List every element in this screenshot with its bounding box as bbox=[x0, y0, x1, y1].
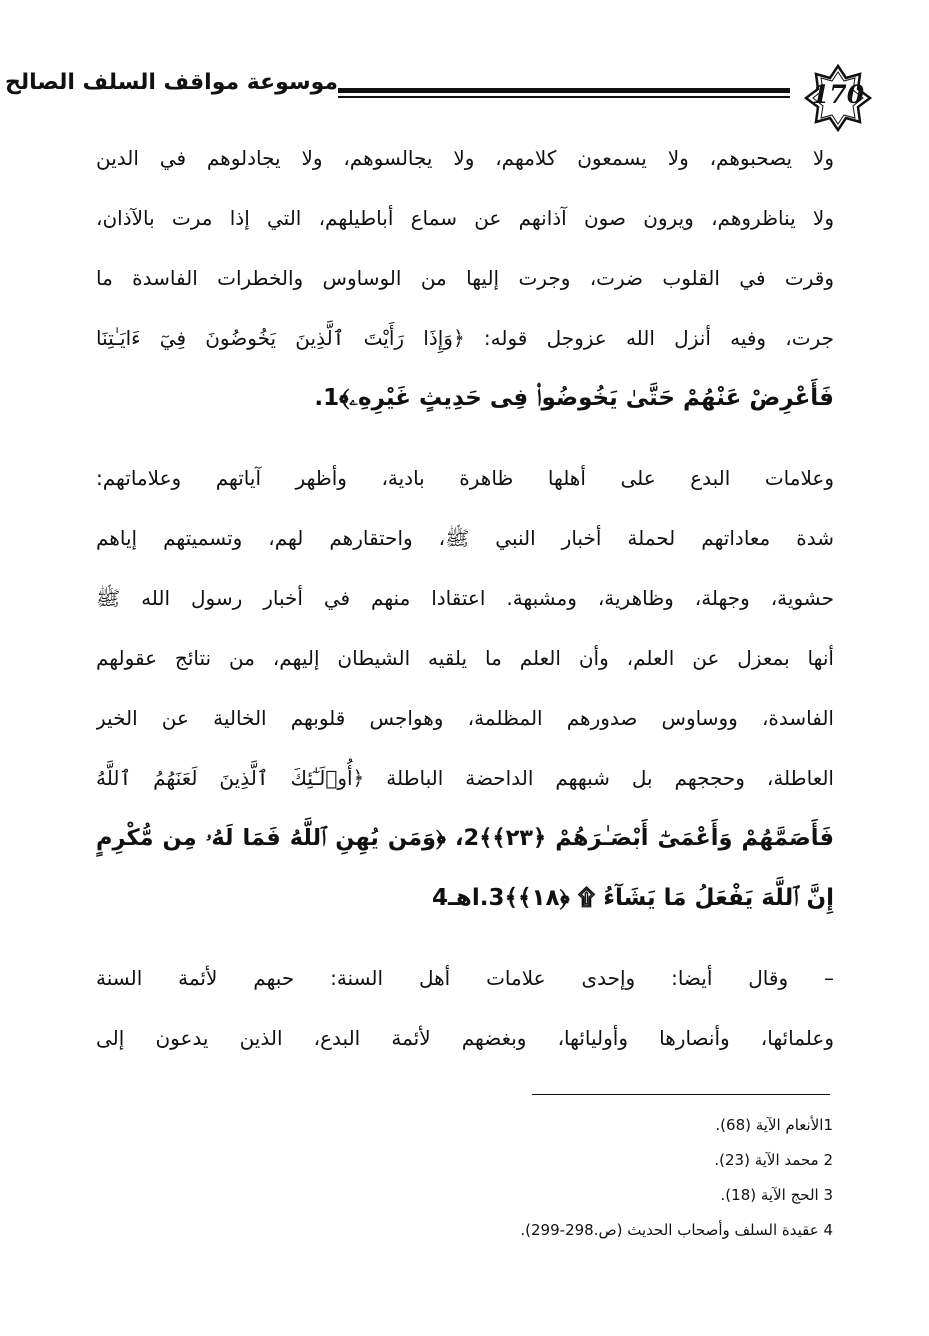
footnote-separator bbox=[532, 1094, 830, 1095]
text-line: شدة معاداتهم لحملة أخبار النبي ﷺ، واحتقارهم لهم، وتسميتهم إياهم bbox=[96, 526, 834, 550]
text-line: وعلامات البدع على أهلها ظاهرة بادية، وأظهر آياتهم وعلاماتهم: bbox=[96, 466, 834, 490]
text-line: العاطلة، وحججهم بل شبههم الداحضة الباطلة ﴿أُو۟لَـٰٓئِكَ ٱلَّذِينَ لَعَنَهُمُ ٱللَّهُ bbox=[96, 766, 834, 790]
footnote: 3 الحج الآية (18). bbox=[720, 1186, 833, 1204]
footnote: 4 عقيدة السلف وأصحاب الحديث (ص.298-299). bbox=[520, 1221, 833, 1239]
text-line: حشوية، وجهلة، وظاهرية، ومشبهة. اعتقادا منهم في أخبار رسول الله ﷺ bbox=[96, 586, 834, 610]
footnote: 2 محمد الآية (23). bbox=[714, 1151, 833, 1169]
text-line: أنها بمعزل عن العلم، وأن العلم ما يلقيه الشيطان إليهم، من نتائج عقولهم bbox=[96, 646, 834, 670]
page-number: 170 bbox=[811, 80, 865, 109]
footnotes bbox=[233, 1108, 833, 1248]
text-line: وعلمائها، وأنصارها وأوليائها، وبغضهم لأئمة البدع، الذين يدعون إلى bbox=[96, 1026, 834, 1050]
text-line: – وقال أيضا: وإحدى علامات أهل السنة: حبهم لأئمة السنة bbox=[96, 966, 834, 990]
text-line: الفاسدة، ووساوس صدورهم المظلمة، وهواجس قلوبهم الخالية عن الخير bbox=[96, 706, 834, 730]
page-number-badge bbox=[804, 64, 872, 132]
quran-verse-line: فَأَعْرِضْ عَنْهُمْ حَتَّىٰ يَخُوضُوا۟ فِى حَدِيثٍ غَيْرِهِۦ﴾1. bbox=[314, 385, 834, 411]
footnote: 1الأنعام الآية (68). bbox=[715, 1116, 833, 1134]
header-rule bbox=[338, 88, 790, 98]
quran-verse-line: إِنَّ ٱللَّهَ يَفْعَلُ مَا يَشَآءُ ۩ ﴿١٨﴾﴾3.اهـ4 bbox=[432, 885, 834, 911]
text-line: جرت، وفيه أنزل الله عزوجل قوله: ﴿وَإِذَا رَأَيْتَ ٱلَّذِينَ يَخُوضُونَ فِيٓ ءَايَـٰتِنَا bbox=[96, 326, 834, 350]
text-line: وقرت في القلوب ضرت، وجرت إليها من الوساوس والخطرات الفاسدة ما bbox=[96, 266, 834, 290]
quran-verse-line: فَأَصَمَّهُمْ وَأَعْمَىٰٓ أَبْصَـٰرَهُمْ ﴿٢٣﴾﴾2، ﴿وَمَن يُهِنِ ٱللَّهُ فَمَا لَهُۥ مِن مُّكْرِمٍ bbox=[96, 825, 834, 851]
text-line: ولا يناظروهم، ويرون صون آذانهم عن سماع أباطيلهم، التي إذا مرت بالآذان، bbox=[96, 206, 834, 230]
body-text bbox=[96, 128, 834, 1068]
book-title: موسوعة مواقف السلف الصالح bbox=[5, 70, 338, 95]
text-line: ولا يصحبوهم، ولا يسمعون كلامهم، ولا يجالسوهم، ولا يجادلوهم في الدين bbox=[96, 146, 834, 170]
